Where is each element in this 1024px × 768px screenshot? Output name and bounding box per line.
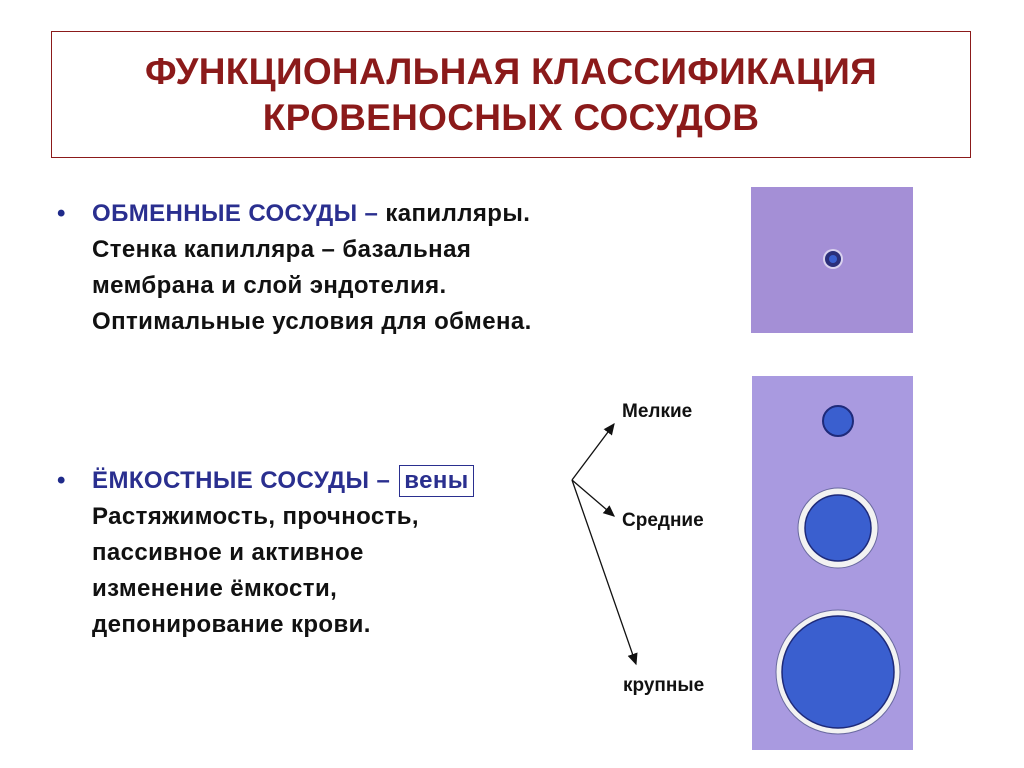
capacitive-line-2: пассивное и активное [92,539,364,566]
capacitive-heading: ЁМКОСТНЫЕ СОСУДЫ [92,467,370,494]
exchange-line-1: Стенка капилляра – базальная [92,236,472,263]
exchange-dash: – [357,200,386,227]
label-small: Мелкие [622,401,693,422]
label-large: крупные [623,675,705,696]
title-line-2: КРОВЕНОСНЫХ СОСУДОВ [262,96,760,138]
veins-box: вены [399,465,473,497]
capacitive-line-3: изменение ёмкости, [92,575,338,602]
exchange-line-3: Оптимальные условия для обмена. [92,308,532,335]
capacitive-line-4: депонирование крови. [92,611,371,638]
capacitive-line-1: Растяжимость, прочность, [92,503,420,530]
capacitive-dash: – [369,467,398,494]
exchange-lead: капилляры. [385,200,531,227]
title-line-1: ФУНКЦИОНАЛЬНАЯ КЛАССИФИКАЦИЯ [144,50,878,92]
arrow-to-small [572,424,614,480]
exchange-line-2: мембрана и слой эндотелия. [92,272,447,299]
bullet-marker-exchange: • [57,200,66,227]
label-medium: Средние [622,510,704,531]
bullet-marker-capacitive: • [57,467,66,494]
exchange-heading: ОБМЕННЫЕ СОСУДЫ [92,200,358,227]
